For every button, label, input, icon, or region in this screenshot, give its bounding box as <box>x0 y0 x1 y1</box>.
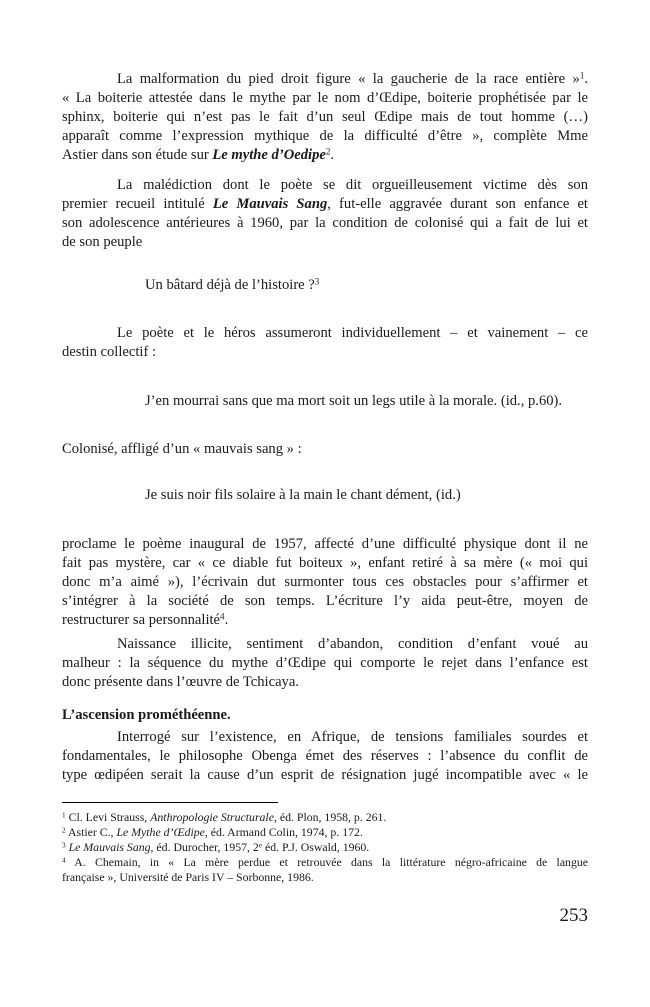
paragraph <box>62 324 588 362</box>
text-line <box>62 486 588 505</box>
footnote-marker: 3 <box>62 840 66 850</box>
text-line <box>62 535 588 554</box>
text: L’ascension prométhéenne. <box>62 707 231 723</box>
footnote-line <box>62 855 588 870</box>
footnote-marker: 4 <box>220 611 225 622</box>
emphasis-text: Le Mauvais Sang <box>212 196 328 212</box>
text-line <box>62 766 588 785</box>
footnotes <box>62 810 588 885</box>
text: , fut-elle aggravée durant son enfance et <box>327 196 588 212</box>
text: « La boiterie attestée dans le mythe par le nom d’Œdipe, boiterie prophétisée par le <box>62 90 588 106</box>
text-line <box>62 324 588 343</box>
text: destin collectif : <box>62 344 157 360</box>
text-line <box>62 343 588 362</box>
footnote-line <box>62 825 588 840</box>
text-line <box>62 635 588 654</box>
text-line <box>62 146 588 165</box>
section-heading <box>62 706 588 725</box>
text-line <box>62 440 588 459</box>
text: A. Chemain, in « La mère perdue et retrouvée dans la littérature négro-africaine de langue <box>65 855 588 869</box>
paragraph <box>62 635 588 692</box>
text: . <box>224 612 229 628</box>
footnote-line <box>62 870 588 885</box>
footnote-line <box>62 840 588 855</box>
text-line <box>62 392 588 411</box>
text: de son peuple <box>62 234 143 250</box>
emphasis-text: Anthropologie Structurale <box>150 810 274 824</box>
text: Le poète et le héros assumeront individuellement – et vainement – ce <box>117 325 588 341</box>
footnote-marker: 1 <box>579 70 585 81</box>
emphasis-text: Le mythe d’Oedipe <box>212 147 326 163</box>
footnote-marker: 1 <box>62 810 66 820</box>
footnote-marker: 2 <box>325 146 331 157</box>
text: , éd. Durocher, 1957, 2 <box>150 840 259 854</box>
text: , éd. Armand Colin, 1974, p. 172. <box>204 825 363 839</box>
paragraph <box>62 176 588 252</box>
footnote-separator <box>62 802 278 803</box>
text-line <box>62 728 588 747</box>
text: apparaît comme l’expression mythique de la difficulté d’être », complète Mme <box>62 128 588 144</box>
text: française », Université de Paris IV – Sorbonne, 1986. <box>62 870 314 884</box>
text-line <box>62 214 588 233</box>
text: La malédiction dont le poète se dit orgueilleusement victime dès son <box>117 177 588 193</box>
text: . <box>330 147 335 163</box>
block-quote <box>62 486 588 505</box>
text-line <box>62 70 588 89</box>
emphasis-text: Le Mythe d’Œdipe <box>116 825 205 839</box>
text: Un bâtard déjà de l’histoire ? <box>145 277 315 293</box>
text: Cl. Levi Strauss, <box>65 810 151 824</box>
text: premier recueil intitulé <box>62 196 213 212</box>
text: s’intégrer à la société de son temps. L’écriture l’y aida peut-être, moyen de <box>62 593 588 609</box>
text: Astier dans son étude sur <box>62 147 213 163</box>
text-line <box>62 276 588 295</box>
paragraph <box>62 70 588 165</box>
text: J’en mourrai sans que ma mort soit un legs utile à la morale. (id., p.60). <box>145 393 563 409</box>
text-line <box>62 706 588 725</box>
text: donc m’a aimé »), l’écrivain dut surmonter tous ces obstacles pour s’affirmer et <box>62 574 588 590</box>
text-line <box>62 611 588 630</box>
text: malheur : la séquence du mythe d’Œdipe qui comporte le rejet dans l’enfance est <box>62 655 588 671</box>
footnote-marker: e <box>258 840 263 850</box>
text: son adolescence antérieures à 1960, par la condition de colonisé qui a fait de lui et <box>62 215 588 231</box>
text: Je suis noir fils solaire à la main le chant dément, (id.) <box>145 487 461 503</box>
text: éd. P.J. Oswald, 1960. <box>262 840 370 854</box>
page-number: 253 <box>559 905 588 926</box>
footnote-line <box>62 810 588 825</box>
text-line <box>62 233 588 252</box>
text: donc présente dans l’œuvre de Tchicaya. <box>62 674 299 690</box>
text-line <box>62 195 588 214</box>
text: Colonisé, affligé d’un « mauvais sang » : <box>62 441 302 457</box>
text-line <box>62 554 588 573</box>
footnote-marker: 2 <box>62 825 66 835</box>
text: La malformation du pied droit figure « la gaucherie de la race entière » <box>117 71 580 87</box>
text: Interrogé sur l’existence, en Afrique, de tensions familiales sourdes et <box>117 729 588 745</box>
text: sphinx, boiterie qui n’est pas le fait d’un seul Œdipe mais de tout homme (…) <box>62 109 588 125</box>
text-line <box>62 176 588 195</box>
text: Astier C., <box>65 825 117 839</box>
block-quote <box>62 276 588 295</box>
text-line <box>62 573 588 592</box>
text: restructurer sa personnalité <box>62 612 221 628</box>
text: fondamentales, le philosophe Obenga émet des réserves : l’absence du conflit de <box>62 748 588 764</box>
footnote-marker: 3 <box>314 276 320 287</box>
text: type œdipéen serait la cause d’un esprit de résignation jugé incompatible avec « le <box>62 767 588 783</box>
text: fait pas mystère, car « ce diable fut boiteux », enfant retiré à sa mère (« moi qui <box>62 555 588 571</box>
text: , éd. Plon, 1958, p. 261. <box>273 810 387 824</box>
paragraph <box>62 728 588 785</box>
text: . <box>584 71 588 87</box>
text-line <box>62 89 588 108</box>
footnote-marker: 4 <box>62 855 66 865</box>
text-line <box>62 654 588 673</box>
text-line <box>62 108 588 127</box>
text: proclame le poème inaugural de 1957, affecté d’une difficulté physique dont il ne <box>62 536 588 552</box>
paragraph <box>62 535 588 630</box>
text-line <box>62 673 588 692</box>
text-line <box>62 592 588 611</box>
text-line <box>62 127 588 146</box>
text-line <box>62 747 588 766</box>
block-quote <box>62 392 588 411</box>
paragraph <box>62 440 588 459</box>
text: Naissance illicite, sentiment d’abandon, condition d’enfant voué au <box>117 636 588 652</box>
emphasis-text: Le Mauvais Sang <box>65 840 151 854</box>
